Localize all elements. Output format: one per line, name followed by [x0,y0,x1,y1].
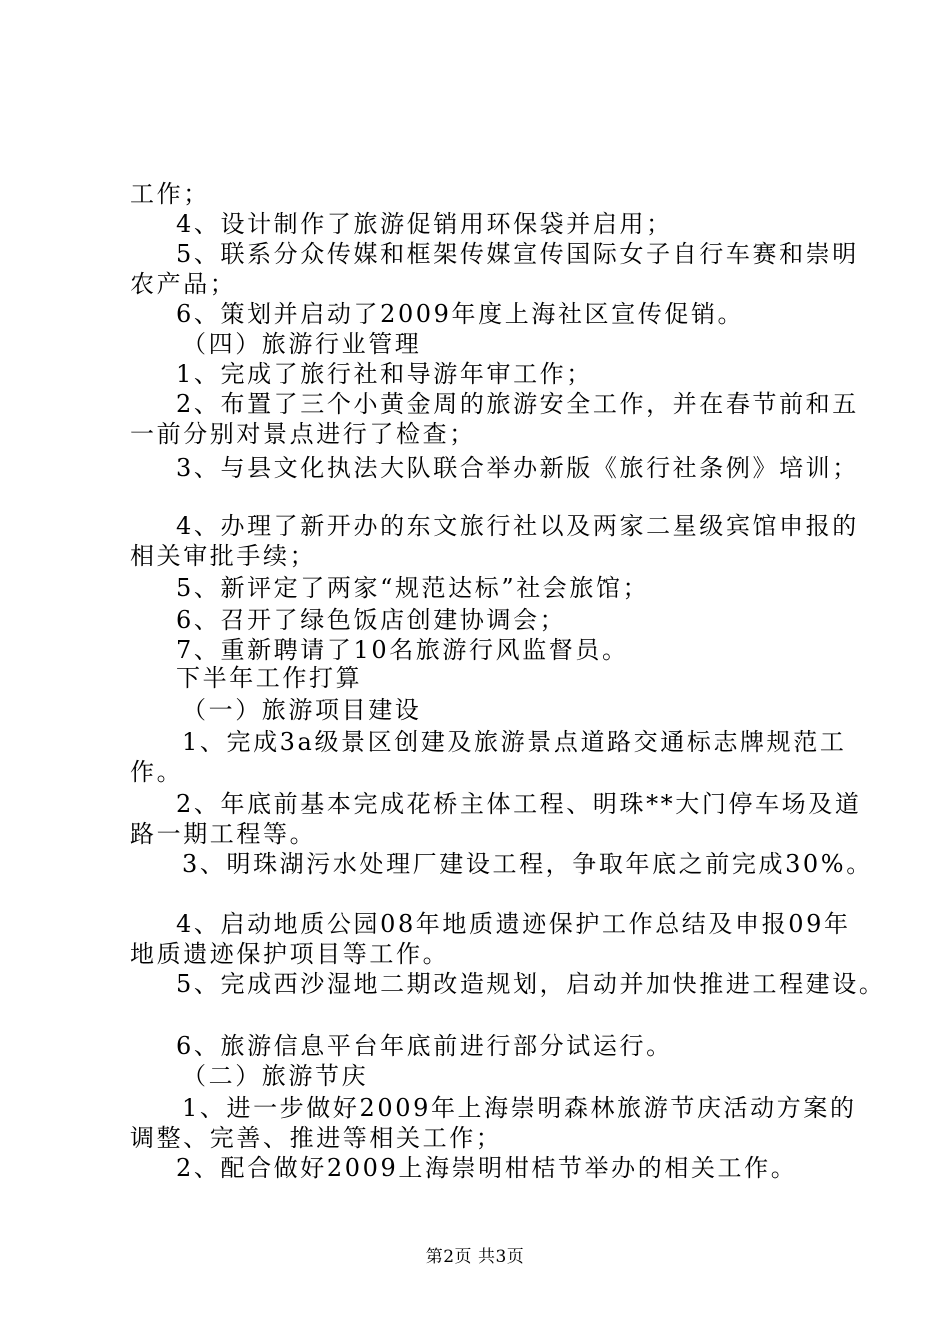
section-heading-4: （四）旅游行业管理 [182,330,422,358]
text-line-30: 2、配合做好2009上海崇明柑桔节举办的相关工作。 [176,1154,798,1182]
text-line-14: 6、召开了绿色饭店创建协调会； [176,606,567,634]
text-line-26: 6、旅游信息平台年底前进行部分试运行。 [176,1032,673,1060]
text-line-13: 5、新评定了两家“规范达标”社会旅馆； [176,574,650,602]
text-line-22: 3、明珠湖污水处理厂建设工程，争取年底之前完成30%。 [182,850,873,878]
text-line-10: 3、与县文化执法大队联合举办新版《旅行社条例》培训； [176,454,859,482]
text-line-21: 路一期工程等。 [130,820,317,848]
text-line-2: 4、设计制作了旅游促销用环保袋并启用； [176,210,673,238]
text-line-4: 农产品； [130,270,237,298]
text-line-1: 工作； [130,180,210,208]
text-line-29: 调整、完善、推进等相关工作； [130,1124,503,1152]
section-heading-1: （一）旅游项目建设 [182,696,422,724]
text-line-3: 5、联系分众传媒和框架传媒宣传国际女子自行车赛和崇明 [176,240,859,268]
text-line-11: 4、办理了新开办的东文旅行社以及两家二星级宾馆申报的 [176,512,859,540]
text-line-15: 7、重新聘请了10名旅游行风监督员。 [176,636,629,664]
section-title-plan: 下半年工作打算 [176,664,363,692]
text-line-28: 1、进一步做好2009年上海崇明森林旅游节庆活动方案的 [182,1094,857,1122]
text-line-9: 一前分别对景点进行了检查； [130,420,476,448]
page-footer: 第2页 共3页 [425,1247,525,1267]
text-line-12: 相关审批手续； [130,542,317,570]
text-line-8: 2、布置了三个小黄金周的旅游安全工作，并在春节前和五 [176,390,859,418]
text-line-20: 2、年底前基本完成花桥主体工程、明珠**大门停车场及道 [176,790,862,818]
text-line-18: 1、完成3a级景区创建及旅游景点道路交通标志牌规范工 [182,728,847,756]
text-line-5: 6、策划并启动了2009年度上海社区宣传促销。 [176,300,745,328]
text-line-19: 作。 [130,758,184,786]
text-line-25: 5、完成西沙湿地二期改造规划，启动并加快推进工程建设。 [176,970,886,998]
text-line-23: 4、启动地质公园08年地质遗迹保护工作总结及申报09年 [176,910,851,938]
section-heading-2: （二）旅游节庆 [182,1062,369,1090]
text-line-24: 地质遗迹保护项目等工作。 [130,940,450,968]
text-line-7: 1、完成了旅行社和导游年审工作； [176,360,593,388]
